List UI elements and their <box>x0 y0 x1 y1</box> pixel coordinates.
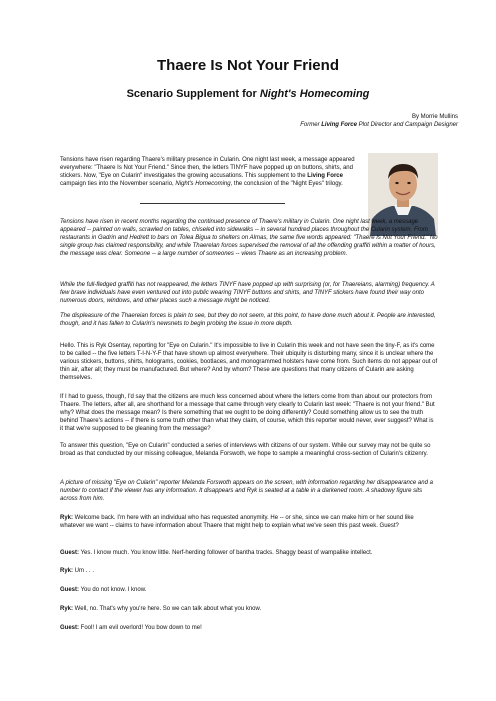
page-subtitle <box>0 88 496 100</box>
dialogue-speaker: Ryk: <box>60 515 74 521</box>
stage-direction-paragraph: A picture of missing "Eye on Cularin" reporter Melanda Forswoth appears on the screen, with information regarding her disappearance and a number to contact if the viewer has any information. It disappears and Ryk is seated at a table in a darkened room. A shadowy figure sits across from him. <box>60 480 433 502</box>
dialogue-text: Welcome back. I'm here with an individual who has requested anonymity. He -- or she, since we can make him or her sound like whatever we want -- claims to have information about Thaere that might help to explain what we've seen this past week. Guest? <box>60 515 414 529</box>
subtitle-prefix: Scenario Supplement for <box>126 88 260 100</box>
article-paragraph-displeasure: The displeasure of the Thaereian forces is plain to see, but they do not seem, at this point, to have done much about it. People are interested, though, and it has fallen to Cularin's newsnets to begin probing the issue in more depth. <box>60 313 436 327</box>
intro-scenario-name: Night's Homecoming <box>175 181 231 187</box>
dialogue-speaker: Ryk: <box>60 606 74 612</box>
intro-text-2: campaign ties into the November scenario, <box>60 181 176 187</box>
byline-author: By Morrie Mullins <box>411 114 458 120</box>
byline-role <box>300 121 458 129</box>
article-lede-paragraph: Tensions have risen in recent months regarding the continued presence of Thaere's military in Cularin. One night last week, a message appeared -- painted on walls, scrawled on tables, chiseled into sidewalks -- in several hundred places throughout the Cularin system. From restaurants in Gadrin and Hedrett to bars on Tolea Bigua to shelters on Almas, the same five words appeared: "Thaere Is Not Your Friend." No single group has claimed responsibility, and while Thaerelan forces supervised the removal of all the offending graffiti within a matter of hours, the message was clear. Someone -- a large number of someones -- views Thaere as an increasing problem. <box>60 219 438 257</box>
subtitle-scenario-name: Night's Homecoming <box>259 88 370 100</box>
dialogue-line <box>60 567 438 575</box>
byline <box>300 113 458 129</box>
dialogue-text: Well, no. That's why you're here. So we can talk about what you know. <box>73 606 262 612</box>
intro-campaign-name: Living Force <box>307 173 343 179</box>
intro-paragraph <box>60 156 360 188</box>
dialogue-line <box>60 514 438 530</box>
section-divider <box>140 203 285 204</box>
dialogue-line <box>60 624 438 632</box>
dialogue-speaker: Guest: <box>60 587 80 593</box>
report-paragraph-interviews: To answer this question, "Eye on Cularin" conducted a series of interviews with citizens of our system. While our survey may not be quite so broad as that conducted by our missing colleague, Melanda Forswoth, we hope to sample a meaningful cross-section of Cularin's citizenry. <box>60 443 431 457</box>
byline-role-campaign: Living Force <box>321 122 357 128</box>
report-paragraph-intro: Hello. This is Ryk Osentay, reporting for "Eye on Cularin." It's impossible to live in Cularin this week and not have seen the tiny-F, as it's come to be called -- the five letters T-I-N-Y-F that have shown up almost everywhere. Their ubiquity is disturbing many, since it is unclear where the various stickers, buttons, shirts, holograms, cookies, bootlaces, and monogrammed holsters have come from. Such items do not appear out of thin air, after all; they must be manufactured. But where? And by whom? These are questions that many citizens of Cularin are asking themselves. <box>60 343 438 381</box>
byline-role-prefix: Former <box>300 122 322 128</box>
dialogue-speaker: Guest: <box>60 625 80 631</box>
dialogue-text: Yes. I know much. You know little. Nerf-herding follower of bantha tracks. Shaggy beast of wampalike intellect. <box>79 550 373 556</box>
dialogue-line <box>60 586 438 594</box>
dialogue-text: Um . . . <box>73 568 95 574</box>
byline-role-suffix: Plot Director and Campaign Designer <box>356 122 458 128</box>
dialogue-line <box>60 549 438 557</box>
intro-text-3: , the conclusion of the "Night Eyes" trilogy. <box>230 181 343 187</box>
intro-text-1: Tensions have risen regarding Thaere's military presence in Cularin. One night last week, a message appeared everywhere: "Thaere Is Not Your Friend." Since then, the letters TINYF have popped up on buttons, shirts, and stickers. Now, "Eye on Cularin" investigates the growing accusations. This supplement to the <box>60 157 355 179</box>
report-paragraph-guess: If I had to guess, though, I'd say that the citizens are much less concerned about where the letters come from than about our protectors from Thaere. The letters, after all, are shorthand for a message that came through very clearly to Cularin last week: "Thaere is not your friend." But why? What does the message mean? Is there something that we ought to be doing differently? Could something allow us to see the truth behind Thaere's actions -- if there is some truth other than what they claim, of course, which this reporter would never, ever suggest? What is it that we're supposed to be gleaning from the message? <box>60 394 435 432</box>
article-paragraph-tinyf: While the full-fledged graffiti has not reappeared, the letters TINYF have popped up with surprising (or, for Thaereians, alarming) frequency. A few brave individuals have even ventured out into public wearing TINYF buttons and shirts, and TINYF stickers have found their way onto numerous doors, windows, and other places such a message might be noticed. <box>60 282 435 304</box>
dialogue-speaker: Ryk: <box>60 568 74 574</box>
dialogue-speaker: Guest: <box>60 550 80 556</box>
dialogue-text: Fool! I am evil overlord! You bow down to me! <box>79 625 202 631</box>
page-title: Thaere Is Not Your Friend <box>157 57 339 74</box>
dialogue-text: You do not know. I know. <box>79 587 147 593</box>
dialogue-line <box>60 605 438 613</box>
